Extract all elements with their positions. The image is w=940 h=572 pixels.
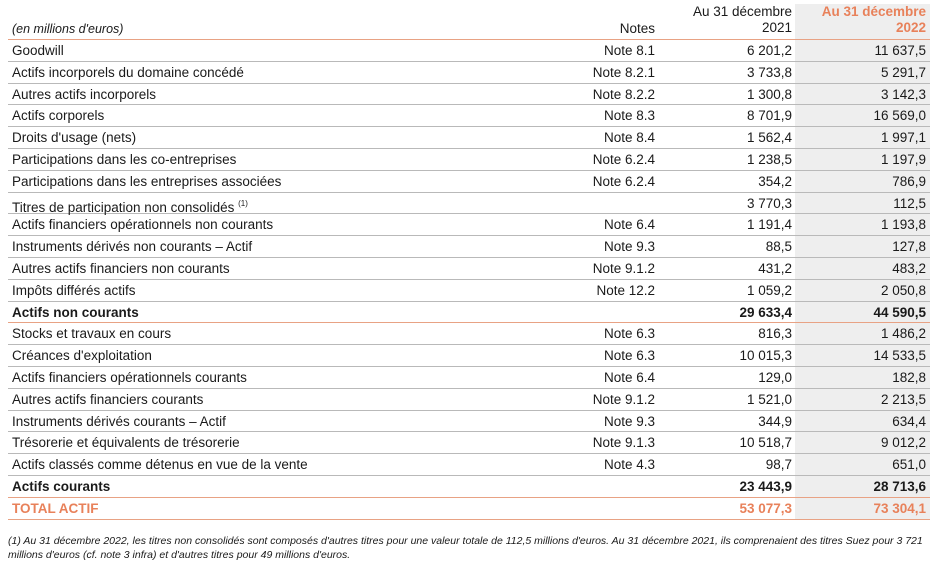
row-label-text: Actifs financiers opérationnels courants bbox=[12, 369, 247, 385]
value-2021: 816,3 bbox=[758, 326, 792, 342]
value-2021: 129,0 bbox=[758, 369, 792, 385]
row-note: Note 6.3 bbox=[603, 348, 655, 364]
value-2021: 1 300,8 bbox=[746, 86, 792, 102]
value-2022: 634,4 bbox=[795, 411, 930, 432]
value-2022: 112,5 bbox=[795, 193, 930, 214]
row-label-text: Trésorerie et équivalents de trésorerie bbox=[12, 435, 240, 451]
row-label-text: Actifs courants bbox=[12, 478, 111, 494]
row-label-text: Actifs non courants bbox=[12, 304, 139, 320]
table-row bbox=[8, 367, 930, 389]
value-2022: 2 213,5 bbox=[795, 389, 930, 410]
row-label-text: Actifs classés comme détenus en vue de la vente bbox=[12, 457, 308, 473]
row-note: Note 6.2.4 bbox=[592, 151, 655, 167]
row-label bbox=[12, 454, 308, 475]
value-2022: 1 193,8 bbox=[795, 214, 930, 235]
total-row bbox=[8, 498, 930, 520]
row-label-text: Autres actifs financiers courants bbox=[12, 391, 204, 407]
row-label bbox=[12, 302, 139, 323]
value-2022: 11 637,5 bbox=[795, 40, 930, 61]
value-2021: 98,7 bbox=[765, 457, 792, 473]
table-row bbox=[8, 40, 930, 62]
row-label-text: Autres actifs incorporels bbox=[12, 86, 157, 102]
row-label-text: Stocks et travaux en cours bbox=[12, 326, 172, 342]
table-row bbox=[8, 171, 930, 193]
table-row bbox=[8, 280, 930, 302]
value-2022: 2 050,8 bbox=[795, 280, 930, 301]
row-label bbox=[12, 432, 240, 453]
row-label bbox=[12, 476, 110, 497]
value-2022: 9 012,2 bbox=[795, 432, 930, 453]
value-2021: 3 770,3 bbox=[746, 195, 792, 211]
table-row bbox=[8, 411, 930, 433]
row-note: Note 12.2 bbox=[596, 282, 655, 298]
row-note: Note 6.4 bbox=[603, 217, 655, 233]
row-label-text: Instruments dérivés non courants – Actif bbox=[12, 239, 253, 255]
notes-column-header: Notes bbox=[619, 21, 655, 36]
row-label bbox=[12, 367, 247, 388]
value-2022: 28 713,6 bbox=[795, 476, 930, 497]
row-label bbox=[12, 258, 230, 279]
row-label-text: Actifs incorporels du domaine concédé bbox=[12, 64, 244, 80]
row-label bbox=[12, 84, 156, 105]
row-label bbox=[12, 214, 273, 235]
row-label-text: Autres actifs financiers non courants bbox=[12, 260, 230, 276]
column-header-2022 bbox=[795, 4, 930, 40]
value-2021: 1 562,4 bbox=[746, 130, 792, 146]
table-row bbox=[8, 345, 930, 367]
table-body bbox=[8, 40, 930, 520]
value-2021: 1 191,4 bbox=[746, 217, 792, 233]
value-2022: 1 997,1 bbox=[795, 127, 930, 148]
value-2022: 16 569,0 bbox=[795, 105, 930, 126]
table-row bbox=[8, 105, 930, 127]
value-2021: 10 518,7 bbox=[739, 435, 792, 451]
unit-label: (en millions d'euros) bbox=[12, 22, 124, 36]
row-label-text: Créances d'exploitation bbox=[12, 348, 152, 364]
row-label bbox=[12, 40, 64, 61]
row-label bbox=[12, 105, 104, 126]
value-2021: 29 633,4 bbox=[739, 304, 792, 320]
table-header bbox=[8, 4, 930, 40]
row-label-text: Instruments dérivés courants – Actif bbox=[12, 413, 226, 429]
table-row bbox=[8, 454, 930, 476]
row-label-text: Droits d'usage (nets) bbox=[12, 130, 137, 146]
row-label bbox=[12, 171, 281, 192]
table-row bbox=[8, 214, 930, 236]
column-header-2022-line1: Au 31 décembre bbox=[821, 4, 926, 19]
row-note: Note 6.2.4 bbox=[592, 173, 655, 189]
value-2021: 1 238,5 bbox=[746, 151, 792, 167]
value-2021: 1 059,2 bbox=[746, 282, 792, 298]
value-2022: 483,2 bbox=[795, 258, 930, 279]
value-2022: 127,8 bbox=[795, 236, 930, 257]
table-row bbox=[8, 149, 930, 171]
table-row bbox=[8, 193, 930, 215]
value-2022: 14 533,5 bbox=[795, 345, 930, 366]
row-label-text: Participations dans les entreprises associées bbox=[12, 173, 282, 189]
row-label bbox=[12, 498, 99, 519]
row-note: Note 8.1 bbox=[603, 43, 655, 58]
row-note: Note 9.1.2 bbox=[592, 260, 655, 276]
row-label-text: TOTAL ACTIF bbox=[12, 500, 99, 516]
row-label bbox=[12, 149, 236, 170]
row-label-text: Goodwill bbox=[12, 43, 64, 58]
value-2021: 344,9 bbox=[758, 413, 792, 429]
column-header-2021-year: 2021 bbox=[761, 20, 792, 35]
row-note: Note 6.4 bbox=[603, 369, 655, 385]
value-2022: 44 590,5 bbox=[795, 302, 930, 323]
row-note: Note 8.2.1 bbox=[592, 64, 655, 80]
row-note: Note 9.3 bbox=[603, 413, 655, 429]
row-label-text: Actifs corporels bbox=[12, 108, 105, 124]
row-note: Note 9.1.2 bbox=[592, 391, 655, 407]
value-2021: 53 077,3 bbox=[739, 500, 792, 516]
table-row bbox=[8, 62, 930, 84]
row-label bbox=[12, 411, 226, 432]
footnote-marker: (1) bbox=[238, 198, 248, 208]
value-2021: 23 443,9 bbox=[739, 478, 792, 494]
row-label bbox=[12, 62, 244, 83]
table-row bbox=[8, 258, 930, 280]
row-label bbox=[12, 236, 252, 257]
footnote: (1) Au 31 décembre 2022, les titres non consolidés sont composés d'autres titres pour une valeur totale de 112,5 millions d'euros. Au 31 décembre 2021, ils comprenaient des titres Suez pour 3 721 millions d'euros (cf. note 3 infra) et d'autres titres pour 49 millions d'euros. bbox=[8, 535, 923, 561]
row-note: Note 9.3 bbox=[603, 239, 655, 255]
row-note: Note 9.1.3 bbox=[592, 435, 655, 451]
value-2021: 431,2 bbox=[758, 260, 792, 276]
value-2021: 1 521,0 bbox=[746, 391, 792, 407]
balance-sheet-table bbox=[8, 4, 930, 520]
value-2022: 1 486,2 bbox=[795, 323, 930, 344]
value-2021: 88,5 bbox=[765, 239, 792, 255]
row-note: Note 6.3 bbox=[603, 326, 655, 342]
value-2021: 354,2 bbox=[758, 173, 792, 189]
row-note: Note 4.3 bbox=[603, 457, 655, 473]
row-note: Note 8.3 bbox=[603, 108, 655, 124]
row-note: Note 8.2.2 bbox=[592, 86, 655, 102]
row-label bbox=[12, 127, 136, 148]
value-2021: 6 201,2 bbox=[746, 43, 792, 58]
table-row bbox=[8, 432, 930, 454]
value-2021: 10 015,3 bbox=[739, 348, 792, 364]
value-2021: 3 733,8 bbox=[746, 64, 792, 80]
row-label-text: Impôts différés actifs bbox=[12, 282, 136, 298]
row-label-text: Actifs financiers opérationnels non courants bbox=[12, 217, 274, 233]
row-label bbox=[12, 389, 203, 410]
table-row bbox=[8, 323, 930, 345]
table-row bbox=[8, 236, 930, 258]
row-label bbox=[12, 280, 136, 301]
value-2022: 182,8 bbox=[795, 367, 930, 388]
subtotal-row bbox=[8, 476, 930, 498]
row-label bbox=[12, 323, 171, 344]
row-note: Note 8.4 bbox=[603, 130, 655, 146]
column-header-2021 bbox=[662, 4, 792, 36]
column-header-2022-year: 2022 bbox=[895, 20, 926, 35]
table-row bbox=[8, 84, 930, 106]
row-label-text: Titres de participation non consolidés bbox=[12, 199, 235, 215]
row-label-text: Participations dans les co-entreprises bbox=[12, 151, 237, 167]
column-header-2021-line1: Au 31 décembre bbox=[692, 4, 792, 19]
value-2022: 786,9 bbox=[795, 171, 930, 192]
value-2022: 1 197,9 bbox=[795, 149, 930, 170]
value-2022: 651,0 bbox=[795, 454, 930, 475]
value-2021: 8 701,9 bbox=[746, 108, 792, 124]
subtotal-row bbox=[8, 302, 930, 324]
table-row bbox=[8, 127, 930, 149]
value-2022: 73 304,1 bbox=[795, 498, 930, 519]
row-label bbox=[12, 345, 152, 366]
value-2022: 3 142,3 bbox=[795, 84, 930, 105]
table-row bbox=[8, 389, 930, 411]
value-2022: 5 291,7 bbox=[795, 62, 930, 83]
